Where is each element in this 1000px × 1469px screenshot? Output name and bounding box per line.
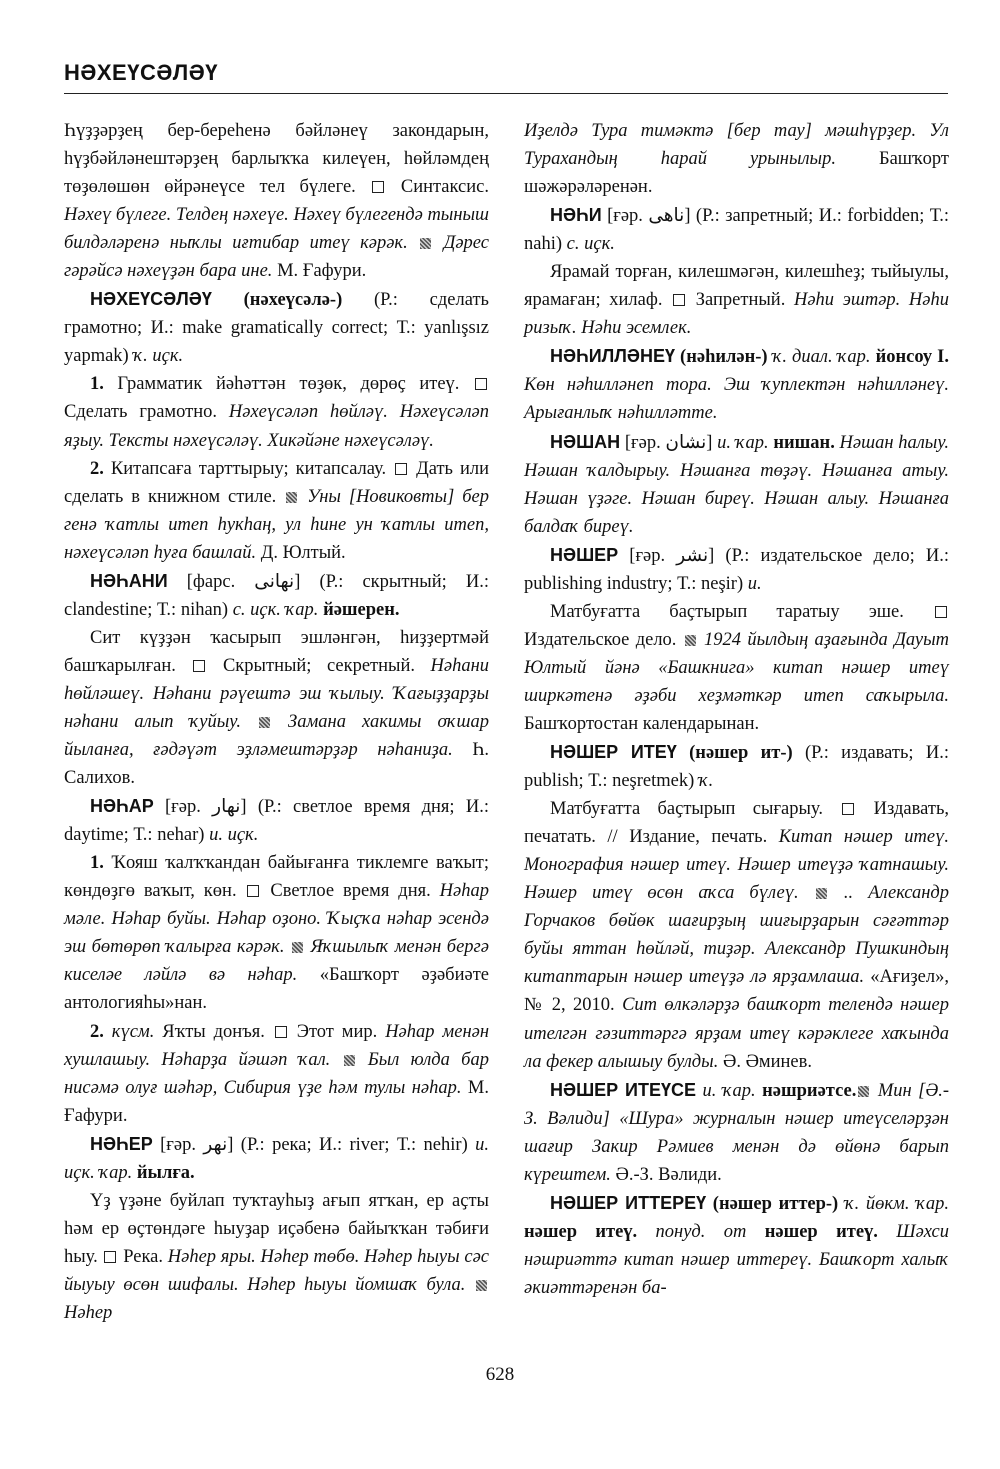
citation-author: Һ. Салихов. <box>64 740 489 789</box>
grammar-form: (нәшер ит-) <box>676 743 793 764</box>
entry-nashan: НӘШАН [ғәр. نشان] и. ҡар. нишан. Нәшан һалыу. Нәшан ҡалдырыу. Нәшанға төҙәү. Нәшанға атыу. Нәшан үҙәге. Нәшан биреү. Нәшан алыу. Нәшанға балдаҡ биреү. <box>524 431 949 537</box>
sense-number: 2. <box>90 1021 104 1042</box>
translation-marker-icon <box>372 181 384 193</box>
grammar-form: (нәшер иттер-) <box>706 1193 839 1214</box>
citation: .. Александр Горчаков бөйөк шағирҙың шиғырҙарын сәғәттәр буйы яттан һөйләй, тиҙәр. Александр Пушкиндың китаптарын нәшер итеүҙә лә ярҙамлаша. <box>524 883 949 988</box>
headword: НӘҺИЛЛӘНЕҮ <box>550 346 675 367</box>
entry-definition: Үҙ үҙәне буйлап туҡтауһыҙ ағып ятҡан, ер аҫты һәм ер өҫтөндәге һыуҙар иҫәбенә байыҡҡан тәбиғи һыу. Река. Нәһер яры. Нәһер төбө. Нәһер һыуы сәс йыуыу өсөн шифалы. Нәһер һыуы йомшаҡ була. Нәһер <box>64 1190 490 1323</box>
entry-continuation: Һүҙҙәрҙең бер-береһенә бәйләнеү закондарын, һүҙбәйләнештәрҙең барлыҡҡа килеүен, һөйләмдең төҙөлөшөн өйрәнеүсе тел бүлеге. Синтаксис. Нәхеү бүлеге. Телдең нәхеүе. Нәхеү бүлегендә тыныш билдәләренә ныҡлы иғтибар итеү кәрәк. Дәрес гәрәйсә нәхеүҙән бара ине. М. Ғафури. <box>64 121 489 282</box>
citation-author: Башҡортостан календарынан. <box>524 713 760 734</box>
page-number: 628 <box>485 1364 515 1385</box>
citation-continuation <box>524 117 949 201</box>
entry-nahar: НӘҺАР [ғәр. نهار] (Р.: светлое время дня; И.: daytime; Т.: nehar) и. иҫк. <box>64 796 489 846</box>
translation-marker-icon <box>275 1026 287 1038</box>
translation-marker-icon <box>475 378 487 390</box>
entry-nasher-ittereu <box>524 1189 949 1302</box>
running-head: НӘХЕҮСӘЛӘҮ <box>64 60 218 85</box>
usage-examples: Нәһер яры. Нәһер төбө. Нәһер һыуы сәс йыуыу өсөн шифалы. Нәһер һыуы йомшаҡ була. <box>64 1246 490 1295</box>
translation-marker-icon <box>673 294 685 306</box>
part-of-speech-label: с. иҫк. ҡар. <box>232 599 324 620</box>
citation-author: М. Ғафури. <box>272 261 367 282</box>
sense-2: 2. күсм. Яҡты донъя. Этот мир. Нәһар менән хушлашыу. Нәһарҙа йәшәп ҡал. Был юлда бар нисәмә олуғ шәһәр, Сибирия үҙе һәм тулы нәһар. М. Ғафури. <box>64 1021 490 1126</box>
usage-examples: Нәхеү бүлеге. Телдең нәхеүе. Нәхеү бүлегендә тыныш билдәләренә ныҡлы иғтибар итеү кәрәк. <box>64 205 489 254</box>
headword: НӘШЕР ИТЕҮСЕ <box>550 1079 696 1100</box>
citation-marker-icon <box>292 942 303 953</box>
part-of-speech-label: ҡ. <box>698 771 714 792</box>
part-of-speech-label: и. ҡар. <box>695 1080 763 1101</box>
part-of-speech-label: ҡ. йөкм. ҡар. <box>838 1193 949 1214</box>
part-of-speech-label: и. ҡар. <box>712 432 774 453</box>
citation-author: «Башҡорт әҙәбиәте антологияһы»нан. <box>64 965 490 1014</box>
citation: Сит өлкәләрҙә башҡорт телендә нәшер ителгән гәзиттәргә ярҙам итеү кәрәклеге хаҡында ла фекер алышыу булды. <box>524 995 949 1072</box>
entry-definition: Матбуғатта баҫтырып сығарыу. Издавать, печатать. // Издание, печать. Китап нәшер итеү. Монография нәшер итеү. Нәшер итеүҙә ҡатнашыу. Нәшер итеү өсөн аҡса бүлеү. .. Александр Горчаков бөйөк шағирҙың шиғырҙарын сәғәттәр буйы яттан һөйләй, тиҙәр. Александр Пушкиндың китаптарын нәшер итеүҙә лә ярҙамлаша. «Ағиҙел», № 2, 2010. Сит өлкәләрҙә башҡорт телендә нәшер ителгән гәзиттәргә ярҙам итеү кәрәклеге хаҡында ла фекер алышыу булды. Ә. Әминев. <box>524 799 949 1072</box>
citation: Был юлда бар нисәмә олуғ шәһәр, Сибирия үҙе һәм тулы нәһар. <box>64 1049 489 1098</box>
entry-definition: Матбуғатта баҫтырып таратыу эше. Издательское дело. 1924 йылдың аҙағында Дауыт Юлтый йәнә «Башкнига» китап нәшер итеү ширкәтенә әҙәби хеҙмәткәр итеп саҡырыла. Башҡортостан календарынан. <box>524 601 949 734</box>
grammar-form: (нәхеүсәлә-) <box>211 290 343 311</box>
citation-marker-icon <box>286 492 297 503</box>
headword: НӘШЕР ИТЕҮ <box>550 742 677 763</box>
translation-marker-icon <box>935 606 947 618</box>
sense-number: 2. <box>90 458 104 479</box>
equivalents: (Р.: издавать; И.: publish; Т.: neşretmek) <box>524 743 949 792</box>
entry-definition: Сит күҙҙән ҡасырып эшләнгән, һиҙҙертмәй башҡарылған. Скрытный; секретный. Нәһани һөйләшеү. Нәһани рәүештә эш ҡылыу. Ҡағыҙҙарҙы нәһани алып ҡуйыу. Замана хакимы оҡшар йыланға, ғәдәүәт эҙләмештәрҙәр нәһаниҙа. Һ. Салихов. <box>64 627 490 789</box>
translation-marker-icon <box>395 463 407 475</box>
citation-marker-icon <box>476 1280 487 1291</box>
citation-marker-icon <box>858 1086 869 1097</box>
citation-author: Башҡорт шәжәрәләренән. <box>524 149 949 198</box>
citation: Нәһер <box>64 1302 113 1323</box>
citation-marker-icon <box>344 1055 355 1066</box>
cross-reference: нәшер итеү. <box>764 1221 878 1242</box>
equivalents: (Р.: река; И.: river; Т.: nehir) <box>233 1134 476 1155</box>
citation: 1924 йылдың аҙағында Дауыт Юлтый йәнә «Башкнига» китап нәшер итеү ширкәтенә әҙәби хеҙмәткәр итеп саҡырыла. <box>524 629 949 706</box>
arabic-script: ناهى <box>648 206 685 227</box>
citation: Дәрес гәрәйсә нәхеүҙән бара ине. <box>64 233 489 282</box>
headword: НӘХЕҮСӘЛӘҮ <box>90 289 212 310</box>
translation-marker-icon <box>193 660 205 672</box>
right-column <box>524 117 949 1302</box>
citation-author: М. Ғафури. <box>64 1077 489 1126</box>
grammar-form: (нәһилән-) <box>675 347 768 368</box>
citation-author: Ә.-З. Вәлиди. <box>610 1164 722 1185</box>
sense-1: 1. Ҡояш ҡалҡҡандан байығанға тиклемге ваҡыт; көндөҙгө ваҡыт, көн. Светлое время дня. Нәһар мәле. Нәһар буйы. Нәһар оҙоно. Ҡыҫҡа нәһар эсендә эш бөтөрөп ҡалырға кәрәк. Яҡшылыҡ менән бергә киселәе ләйлә вә нәһар. «Башҡорт әҙәбиәте антологияһы»нан. <box>64 853 490 1014</box>
usage-examples: Нәхеүсәләп һөйләү. Нәхеүсәләп яҙыу. Тексты нәхеүсәләү. Хикәйәне нәхеүсәләү. <box>64 402 489 451</box>
sense-number: 1. <box>90 374 104 395</box>
usage-examples: Шәхси нәшриәттә китап нәшер иттереү. Башҡорт халыҡ әкиәттәренән ба- <box>524 1221 949 1298</box>
entry-nahi: НӘҺИ [ғәр. ناهى] (Р.: запретный; И.: forbidden; Т.: nahi) с. иҫк. <box>524 205 949 255</box>
citation-author: Д. Юлтый. <box>256 542 346 563</box>
usage-examples: Китап нәшер итеү. Монография нәшер итеү. Нәшер итеүҙә ҡатнашыу. Нәшер итеү өсөн аҡса бүлеү. <box>524 827 949 904</box>
equivalents: (Р.: издательское дело; И.: publishing industry; Т.: neşir) <box>524 545 950 594</box>
sense-1: 1. Грамматик йәһәттән төҙөк, дөрөҫ итеү. Сделать грамотно. Нәхеүсәләп һөйләү. Нәхеүсәләп яҙыу. Тексты нәхеүсәләү. Хикәйәне нәхеүсәләү. <box>64 374 489 451</box>
citation-author: Ә. Әминев. <box>718 1051 813 1072</box>
entry-nahillaneu <box>524 342 949 427</box>
entry-nahani: НӘҺАНИ [фарс. نهانى] (Р.: скрытный; И.: clandestine; Т.: nihan) с. иҫк. ҡар. йәшерен. <box>64 570 489 620</box>
sense-2: 2. Китапсаға тарттырыу; китапсалау. Дать или сделать в книжном стиле. Уны [Новиковты] бер генә ҡатлы итеп һукһаң, ул һине ун ҡатлы итеп, нәхеүсәләп һуға башлай. Д. Юлтый. <box>64 458 489 563</box>
citation: Замана хакимы оҡшар йыланға, ғәдәүәт эҙләмештәрҙәр нәһаниҙа. <box>64 711 489 761</box>
entry-nakheusaleu <box>64 285 489 370</box>
entry-nasher: НӘШЕР [ғәр. نشر] (Р.: издательское дело; И.: publishing industry; Т.: neşir) и. <box>524 544 950 594</box>
citation: Яҡшылыҡ менән бергә киселәе ләйлә вә нәһар. <box>64 937 489 986</box>
usage-examples: Нәһар менән хушлашыу. Нәһарҙа йәшәп ҡал. <box>64 1021 490 1070</box>
entry-nasher-iteu <box>524 738 949 795</box>
part-of-speech-label: ҡ. диал. ҡар. <box>767 347 876 368</box>
citation: Иҙелдә Тура тимәктә [бер тау] мәшһүрҙер. Ул Турахандың һарай урынылыр. <box>524 121 949 170</box>
citation-marker-icon <box>816 888 827 899</box>
left-column <box>64 117 489 1327</box>
citation-source: «Ағиҙел», № 2, 2010. <box>524 967 949 1016</box>
part-of-speech-label: с. иҫк. <box>566 234 615 255</box>
arabic-script: نهار <box>212 797 241 818</box>
translation-marker-icon <box>247 885 259 897</box>
sense-number: 1. <box>90 853 104 874</box>
entry-definition: Ярамай торған, килешмәгән, килешһеҙ; тыйыулы, ярамаған; хилаф. Запретный. Нәһи эштәр. Нәһи ризыҡ. Нәһи эсемлек. <box>524 262 950 339</box>
headword: НӘҺАНИ <box>90 570 168 591</box>
arabic-script: نشان <box>665 432 707 453</box>
arabic-script: نهر <box>203 1134 228 1155</box>
usage-examples: Нәһи эштәр. Нәһи ризыҡ. Нәһи эсемлек. <box>524 290 950 339</box>
headword: НӘҺЕР <box>90 1133 153 1154</box>
citation-marker-icon <box>685 635 696 646</box>
cross-reference: йылға. <box>136 1162 195 1183</box>
cross-reference: йәшерен. <box>323 599 400 620</box>
equivalents: (Р.: скрытный; И.: clandestine; Т.: nihan) <box>64 571 489 620</box>
cross-reference: йонсоу I. <box>875 347 949 368</box>
headword: НӘҺАР <box>90 796 154 817</box>
entry-nasher-iteuse <box>524 1076 949 1189</box>
usage-examples: Нәһани һөйләшеү. Нәһани рәүештә эш ҡылыу. Ҡағыҙҙарҙы нәһани алып ҡуйыу. <box>64 655 490 732</box>
part-of-speech-label: понуд. от <box>637 1221 765 1242</box>
usage-examples: Көн нәһилләнеп тора. Эш ҡуплектән нәһилләнеү. Арығанлыҡ нәһилләтте. <box>524 375 949 424</box>
citation: Мин [Ә.-З. Вәлиди] «Шура» журналын нәшер итеүселәрҙән шағир Закир Рәмиев менән дә өйөнә барып күрештем. <box>524 1080 949 1185</box>
equivalents: (Р.: сделать грамотно; И.: make gramatically correct; Т.: yanlışsız yapmak) <box>64 290 489 367</box>
equivalents: (Р.: светлое время дня; И.: daytime; Т.: nehar) <box>64 797 489 846</box>
usage-examples: Нәһар мәле. Нәһар буйы. Нәһар оҙоно. Ҡыҫҡа нәһар эсендә эш бөтөрөп ҡалырға кәрәк. <box>64 881 489 958</box>
equivalents: (Р.: запретный; И.: forbidden; Т.: nahi) <box>524 206 949 255</box>
arabic-script: نهانى <box>254 571 295 592</box>
cross-reference: нишан. <box>773 432 835 453</box>
arabic-script: نشر <box>676 545 709 566</box>
citation: Уны [Новиковты] бер генә ҡатлы итеп һукһаң, ул һине ун ҡатлы итеп, нәхеүсәләп һуға башлай. <box>64 486 489 563</box>
part-of-speech-label: и. иҫк. ҡар. <box>64 1134 489 1183</box>
part-of-speech-label: и. <box>747 573 762 594</box>
citation-marker-icon <box>259 717 270 728</box>
headword: НӘШЕР ИТТЕРЕҮ <box>550 1192 707 1213</box>
cross-reference: нәшер итеү. <box>524 1221 638 1242</box>
translation-marker-icon <box>104 1251 116 1263</box>
entry-naher: НӘҺЕР [ғәр. نهر] (Р.: река; И.: river; Т.: nehir) и. иҫк. ҡар. йылға. <box>64 1133 489 1183</box>
usage-examples: Нәшан һалыу. Нәшан ҡалдырыу. Нәшанға төҙәү. Нәшанға атыу. Нәшан үҙәге. Нәшан биреү. Нәшан алыу. Нәшанға балдаҡ биреү. <box>524 432 949 537</box>
header-rule <box>64 93 948 94</box>
headword: НӘҺИ <box>550 205 602 226</box>
part-of-speech-label: и. иҫк. <box>209 825 259 846</box>
translation-marker-icon <box>842 803 854 815</box>
headword: НӘШЕР <box>550 544 619 565</box>
headword: НӘШАН <box>550 431 621 452</box>
part-of-speech-label: ҡ. иҫк. <box>133 346 184 367</box>
citation-marker-icon <box>420 238 431 249</box>
cross-reference: нәшриәтсе. <box>762 1080 857 1101</box>
sense-label: күсм. <box>103 1021 155 1042</box>
